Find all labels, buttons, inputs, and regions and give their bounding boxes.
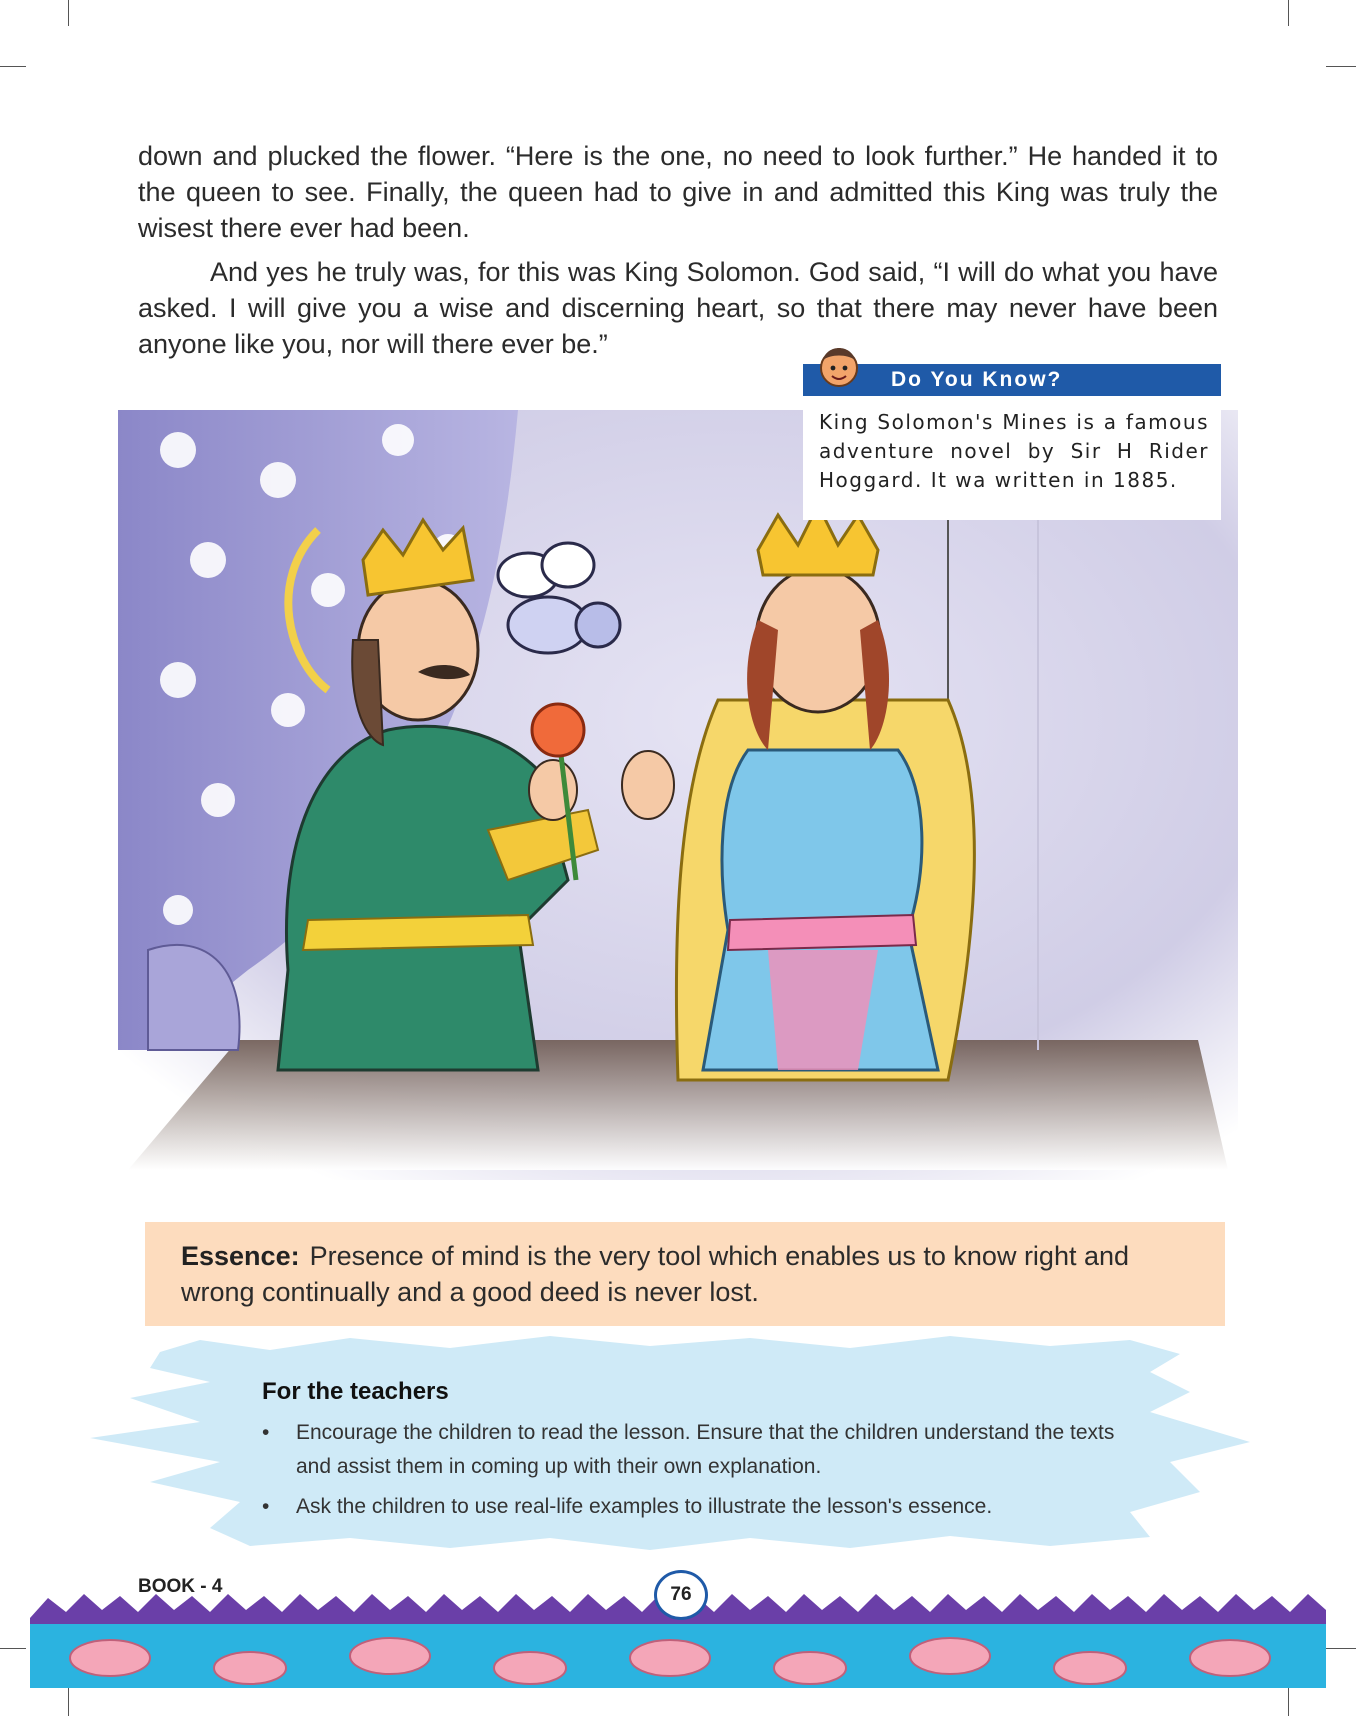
do-you-know-box: [803, 396, 1221, 520]
do-you-know-title: Do You Know?: [891, 368, 1063, 391]
book-label: BOOK - 4: [138, 1576, 223, 1597]
crop-mark: [0, 66, 26, 67]
crop-mark: [1326, 1648, 1356, 1649]
crop-mark: [0, 1648, 26, 1649]
page-number: 76: [654, 1570, 708, 1620]
list-item-text: Encourage the children to read the lesson. Ensure that the children understand the texts and assist them in coming up with their own explanation.: [296, 1421, 1115, 1478]
bullet: •: [262, 1421, 270, 1444]
list-item-text: Ask the children to use real-life examples to illustrate the lesson's essence.: [296, 1495, 993, 1518]
crop-mark: [1326, 66, 1356, 67]
crop-mark: [1288, 1688, 1289, 1716]
teachers-list: [262, 1416, 1124, 1530]
king-queen-illustration: [118, 410, 1238, 1180]
story-paragraph: down and plucked the flower. “Here is the one, no need to look further.” He handed it to the queen to see. Finally, the queen had to give in and admitted this King was truly the wisest there ever had been.: [138, 141, 1218, 243]
do-you-know-text: King Solomon's Mines is a famous adventure novel by Sir H Rider Hoggard. It wa written in 1885.: [819, 410, 1209, 492]
do-you-know-header: [803, 364, 1221, 396]
essence-text: Presence of mind is the very tool which enables us to know right and wrong continually and a good deed is never lost.: [181, 1241, 1130, 1307]
story-paragraph: And yes he truly was, for this was King Solomon. God said, “I will do what you have asked. I will give you a wise and discerning heart, so that there may never have been anyone like you, nor will there ever be.”: [138, 257, 1218, 359]
list-item: [262, 1490, 1124, 1524]
teachers-title: For the teachers: [262, 1378, 449, 1405]
crop-mark: [1288, 0, 1289, 26]
boy-mascot-icon: [813, 340, 865, 396]
essence-label: Essence:: [181, 1241, 300, 1271]
essence-box: [145, 1222, 1225, 1326]
crop-mark: [68, 1688, 69, 1716]
list-item: [262, 1416, 1124, 1484]
crop-mark: [68, 0, 69, 26]
bullet: •: [262, 1495, 270, 1518]
